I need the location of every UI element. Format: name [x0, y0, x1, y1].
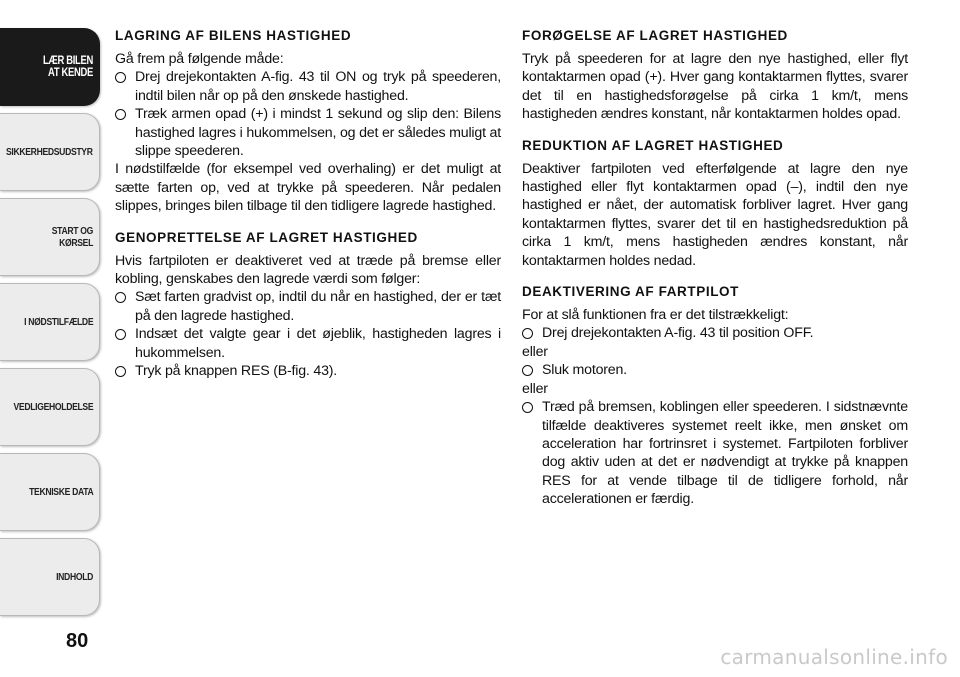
- bullet-list: [522, 324, 908, 342]
- paragraph: Tryk på speederen for at lagre den nye hastighed, eller flyt kontaktarmen opad (+). Hver gang kontaktarmen flyttes, svarer det til en hastighedsforøgelse på cirka 1 km/t, mens hastigheden ændres konstant, når kontaktarmen holdes opad.: [522, 51, 908, 123]
- list-item: Sluk motoren.: [522, 361, 908, 379]
- list-item: Træk armen opad (+) i mindst 1 sekund og slip den: Bilens hastighed lagres i hukommelsen, og det er således muligt at slippe speederen.: [115, 105, 501, 160]
- list-item: Drej drejekontakten A-fig. 43 til ON og tryk på speederen, indtil bilen når op på den ønskede hastighed.: [115, 68, 501, 105]
- list-item: Indsæt det valgte gear i det øjeblik, hastigheden lagres i hukommelsen.: [115, 325, 501, 362]
- paragraph: I nødstilfælde (for eksempel ved overhaling) er det muligt at sætte farten op, ved at trykke på speederen. Når pedalen slippes, bringes bilen tilbage til den tidligere lagrede hastighed.: [115, 161, 501, 215]
- paragraph: For at slå funktionen fra er det tilstrækkeligt:: [522, 307, 789, 324]
- section-heading: LAGRING AF BILENS HASTIGHED: [115, 28, 352, 43]
- bullet-list: [115, 68, 501, 160]
- circle-bullet-icon: [115, 292, 126, 303]
- circle-bullet-icon: [115, 72, 126, 83]
- paragraph: eller: [522, 380, 548, 397]
- tab-label: TEKNISKE DATA: [28, 486, 93, 498]
- tab-label: LÆR BILEN AT KENDE: [43, 55, 93, 79]
- right-column: [522, 28, 908, 509]
- circle-bullet-icon: [115, 109, 126, 120]
- bullet-list: [115, 288, 501, 380]
- tab-i-nodstilfaelde[interactable]: [0, 283, 100, 361]
- section-heading: GENOPRETTELSE AF LAGRET HASTIGHED: [115, 229, 418, 245]
- section-heading: REDUKTION AF LAGRET HASTIGHED: [522, 137, 784, 153]
- left-column: [115, 28, 501, 381]
- paragraph: Gå frem på følgende måde:: [115, 51, 284, 67]
- bullet-list: [522, 398, 908, 508]
- bullet-list: [522, 361, 908, 379]
- tab-label: INDHOLD: [56, 571, 93, 583]
- section-heading: FORØGELSE AF LAGRET HASTIGHED: [522, 28, 788, 43]
- circle-bullet-icon: [115, 329, 126, 340]
- paragraph: Hvis fartpiloten er deaktiveret ved at træde på bremse eller kobling, genskabes den lagrede værdi som følger:: [115, 252, 501, 288]
- circle-bullet-icon: [522, 402, 533, 413]
- list-item: Sæt farten gradvist op, indtil du når en hastighed, der er tæt på den lagrede hastighed.: [115, 288, 501, 325]
- tab-indhold[interactable]: [0, 538, 100, 616]
- circle-bullet-icon: [115, 366, 126, 377]
- page-number: 80: [66, 630, 89, 652]
- tab-label: SIKKERHEDSUDSTYR: [6, 146, 93, 158]
- paragraph: eller: [522, 343, 548, 360]
- chapter-tabs: [0, 28, 100, 623]
- paragraph: Deaktiver fartpiloten ved efterfølgende at lagre den nye hastighed eller flyt kontaktarmen opad (–), indtil den nye hastighed er nået, der automatisk forbliver lagret. Hver gang kontaktarmen flyttes, svarer det til en hastighedsreduktion på cirka 1 km/t, mens hastigheden ændres konstant, når kontaktarmen holdes nedad.: [522, 160, 908, 269]
- tab-start-og-korsel[interactable]: [0, 198, 100, 276]
- tab-label: START OG KØRSEL: [51, 225, 93, 249]
- tab-label: VEDLIGEHOLDELSE: [13, 401, 93, 413]
- list-item: Tryk på knappen RES (B-fig. 43).: [115, 362, 501, 380]
- tab-label: I NØDSTILFÆLDE: [23, 316, 93, 328]
- tab-tekniske-data[interactable]: [0, 453, 100, 531]
- circle-bullet-icon: [522, 328, 533, 339]
- list-item: Drej drejekontakten A-fig. 43 til position OFF.: [522, 324, 908, 342]
- section-heading: DEAKTIVERING AF FARTPILOT: [522, 284, 739, 300]
- circle-bullet-icon: [522, 365, 533, 376]
- watermark: carmanualsonline.info: [720, 645, 948, 669]
- list-item: Træd på bremsen, koblingen eller speederen. I sidstnævnte tilfælde deaktiveres systemet reelt ikke, men ønsket om acceleration har fortrinsret i systemet. Fartpiloten forbliver dog aktiv uden at det er nødvendigt at trykke på knappen RES for at vende tilbage til de tidligere forhold, når accelerationen er færdig.: [522, 398, 908, 508]
- tab-vedligeholdelse[interactable]: [0, 368, 100, 446]
- tab-laer-bilen-at-kende[interactable]: [0, 28, 100, 106]
- tab-sikkerhedsudstyr[interactable]: [0, 113, 100, 191]
